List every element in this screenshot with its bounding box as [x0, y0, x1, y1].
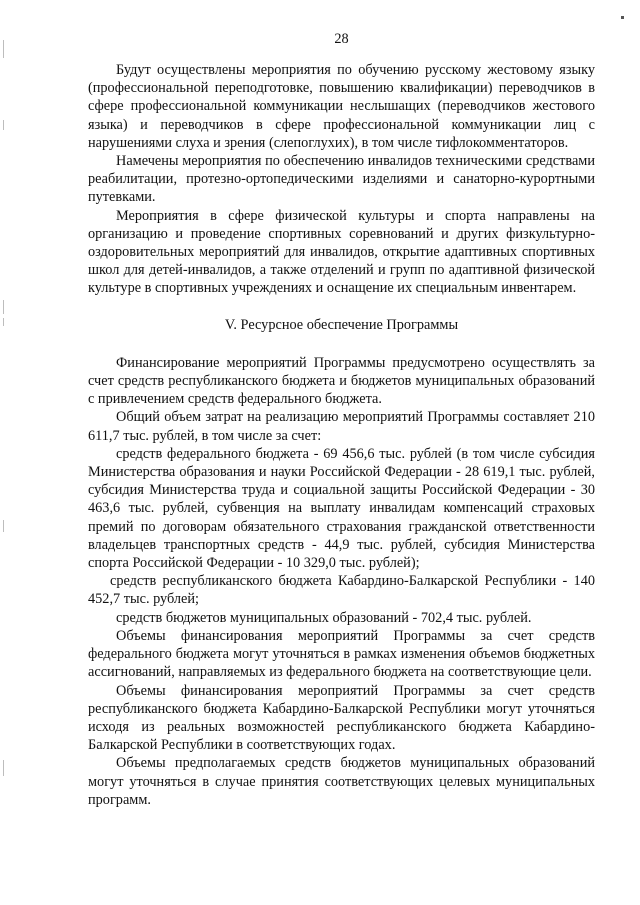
paragraph-federal-budget: средств федерального бюджета - 69 456,6 тыс. рублей (в том числе субсидия Министерства образования и науки Российской Федерации - 28 619,1 тыс. рублей, субсидия Министерства труда и социальной защиты Российской Федерации - 30 463,6 тыс. рублей, субвенция на выплату инвалидам компенсаций страховых премий по договорам обязательного страхования гражданской ответственности владельцев транспортных средств - 44,9 тыс. рублей, субсидия Министерства спорта Российской Федерации - 10 329,0 тыс. рублей); [88, 445, 595, 572]
paragraph-republican-budget: средств республиканского бюджета Кабардино-Балкарской Республики - 140 452,7 тыс. рублей; [88, 573, 595, 608]
paragraph-municipal-volumes: Объемы предполагаемых средств бюджетов муниципальных образований могут уточняться в случае принятия соответствующих целевых муниципальных программ. [88, 755, 595, 808]
scan-corner-mark [621, 16, 624, 19]
page-number: 28 [334, 31, 349, 47]
scan-edge-marks [0, 0, 8, 905]
section-heading: V. Ресурсное обеспечение Программы [224, 316, 459, 333]
paragraph-total-volume: Общий объем затрат на реализацию мероприятий Программы составляет 210 611,7 тыс. рублей, в том числе за счет: [88, 409, 595, 444]
paragraph-rehabilitation-means: Намечены мероприятия по обеспечению инвалидов техническими средствами реабилитации, протезно-ортопедическими изделиями и санаторно-курортными путевками. [88, 153, 595, 206]
paragraph-municipal-budget: средств бюджетов муниципальных образований - 702,4 тыс. рублей. [116, 609, 532, 626]
paragraph-federal-volumes: Объемы финансирования мероприятий Программы за счет средств федерального бюджета могут уточняться в рамках изменения объемов бюджетных ассигнований, направляемых из федерального бюджета на соответствующие цели. [88, 627, 595, 681]
paragraph-sign-language: Будут осуществлены мероприятия по обучению русскому жестовому языку (профессиональной переподготовке, повышению квалификации) переводчиков в сфере профессиональной коммуникации неслышащих (переводчиков жестового языка) и переводчиков в сфере профессиональной коммуникации лиц с нарушениями слуха и зрения (слепоглухих), в том числе тифлокомментаторов. [88, 62, 595, 151]
paragraph-sport-measures: Мероприятия в сфере физической культуры и спорта направлены на организацию и проведение спортивных соревнований и других физкультурно-оздоровительных мероприятий для инвалидов, открытие адаптивных спортивных школ для детей-инвалидов, а также отделений и групп по адаптивной физической культуре в спортивных учреждениях и оснащение их специальным инвентарем. [88, 207, 595, 297]
paragraph-financing: Финансирование мероприятий Программы предусмотрено осуществлять за счет средств республиканского бюджета и бюджетов муниципальных образований с привлечением средств федерального бюджета. [88, 354, 595, 408]
paragraph-republican-volumes: Объемы финансирования мероприятий Программы за счет средств республиканского бюджета Кабардино-Балкарской Республики могут уточняться исходя из реальных возможностей республиканского бюджета Кабардино-Балкарской Республики в соответствующих годах. [88, 682, 595, 754]
document-page [88, 30, 595, 809]
